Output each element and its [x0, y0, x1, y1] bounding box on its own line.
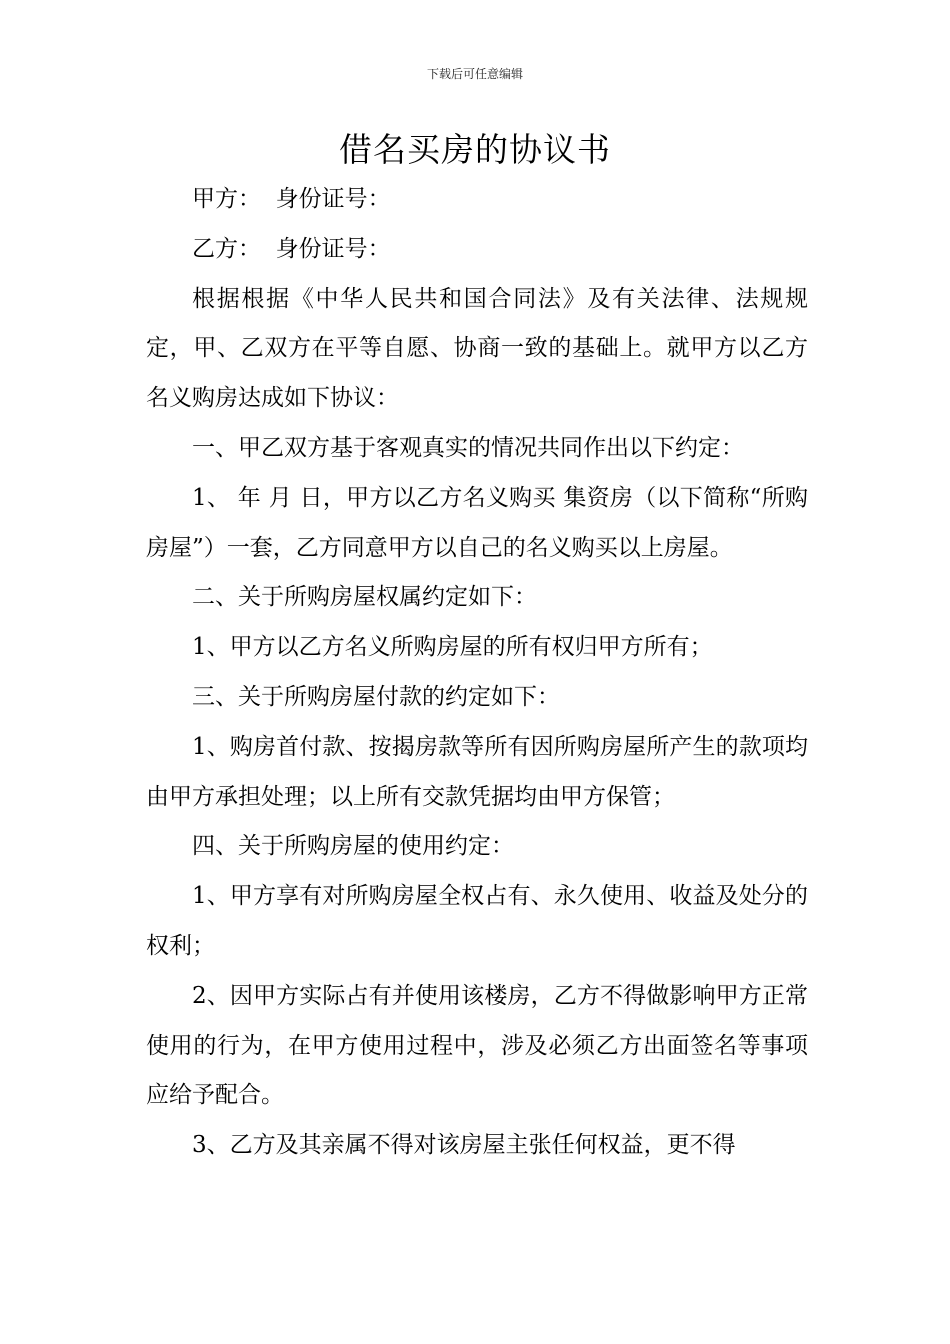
section-heading-3: 三、关于所购房屋付款的约定如下：: [192, 683, 560, 710]
clause-4-2: 2、因甲方实际占有并使用该楼房，乙方不得做影响甲方正常使用的行为，在甲方使用过程中，涉及必须乙方出面签名等事项应给予配合。: [146, 982, 808, 1109]
clause-3-1: 1、购房首付款、按揭房款等所有因所购房屋所产生的款项均由甲方承担处理；以上所有交款凭据均由甲方保管；: [146, 733, 808, 810]
paragraph-preamble: 根据根据《中华人民共和国合同法》及有关法律、法规规定，甲、乙双方在平等自愿、协商一致的基础上。就甲方以乙方名义购房达成如下协议：: [146, 285, 808, 412]
section-heading-4: 四、关于所购房屋的使用约定：: [192, 833, 514, 860]
clause-4-3: 3、乙方及其亲属不得对该房屋主张任何权益，更不得: [192, 1132, 736, 1159]
clause-4-1: 1、甲方享有对所购房屋全权占有、永久使用、收益及处分的权利；: [146, 883, 808, 959]
party-a-line: 甲方： 身份证号：: [192, 186, 391, 212]
party-b-line: 乙方： 身份证号：: [192, 235, 391, 262]
header-note: 下载后可任意编辑: [426, 67, 523, 81]
clause-1-1: 1、 年 月 日，甲方以乙方名义购买 集资房（以下简称“所购房屋”）一套，乙方同意甲方以自己的名义购买以上房屋。: [146, 484, 808, 561]
clause-2-1: 1、甲方以乙方名义所购房屋的所有权归甲方所有；: [192, 634, 713, 661]
document-body: [146, 175, 808, 1171]
section-heading-1: 一、甲乙双方基于客观真实的情况共同作出以下约定：: [192, 434, 744, 461]
document-title: 借名买房的协议书: [339, 130, 611, 169]
section-heading-2: 二、关于所购房屋权属约定如下：: [192, 584, 537, 611]
